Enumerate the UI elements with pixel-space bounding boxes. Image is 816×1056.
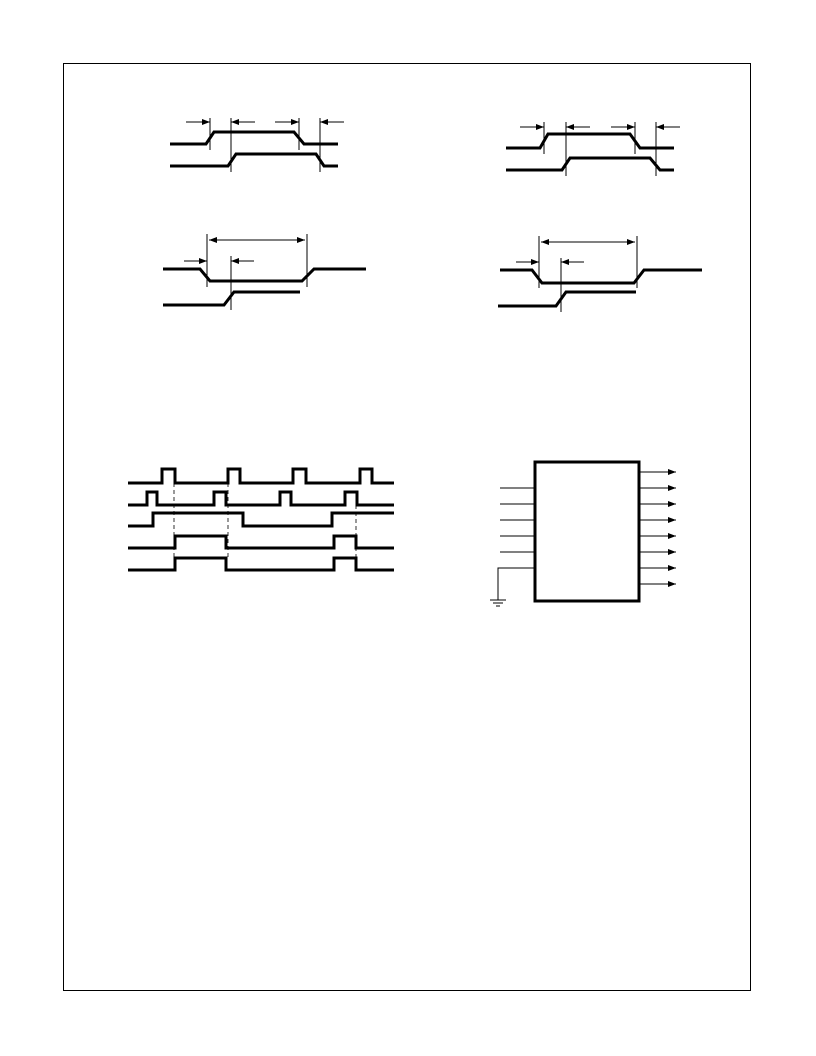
input-pins	[498, 488, 535, 600]
pulse-waveform	[500, 270, 702, 283]
timing-mid-right	[498, 236, 702, 312]
counter-timing-diagram	[128, 469, 394, 570]
ic-block-diagram	[490, 462, 676, 606]
timing-mid-left	[163, 234, 366, 310]
input-waveform	[506, 134, 674, 148]
channel-1-waveform	[128, 469, 394, 483]
output-waveform	[506, 158, 674, 170]
timing-top-right	[506, 122, 680, 176]
input-waveform	[170, 132, 338, 144]
pulse-waveform	[163, 269, 366, 281]
channel-3-waveform	[128, 513, 394, 526]
output-waveform	[170, 154, 338, 166]
channel-2-waveform	[128, 492, 394, 505]
channel-5-waveform	[128, 558, 394, 570]
channel-4-waveform	[128, 536, 394, 548]
output-pins	[639, 472, 676, 584]
ground-icon	[490, 600, 506, 606]
timing-top-left	[170, 118, 344, 172]
ic-block	[535, 462, 639, 601]
response-waveform	[498, 292, 636, 306]
